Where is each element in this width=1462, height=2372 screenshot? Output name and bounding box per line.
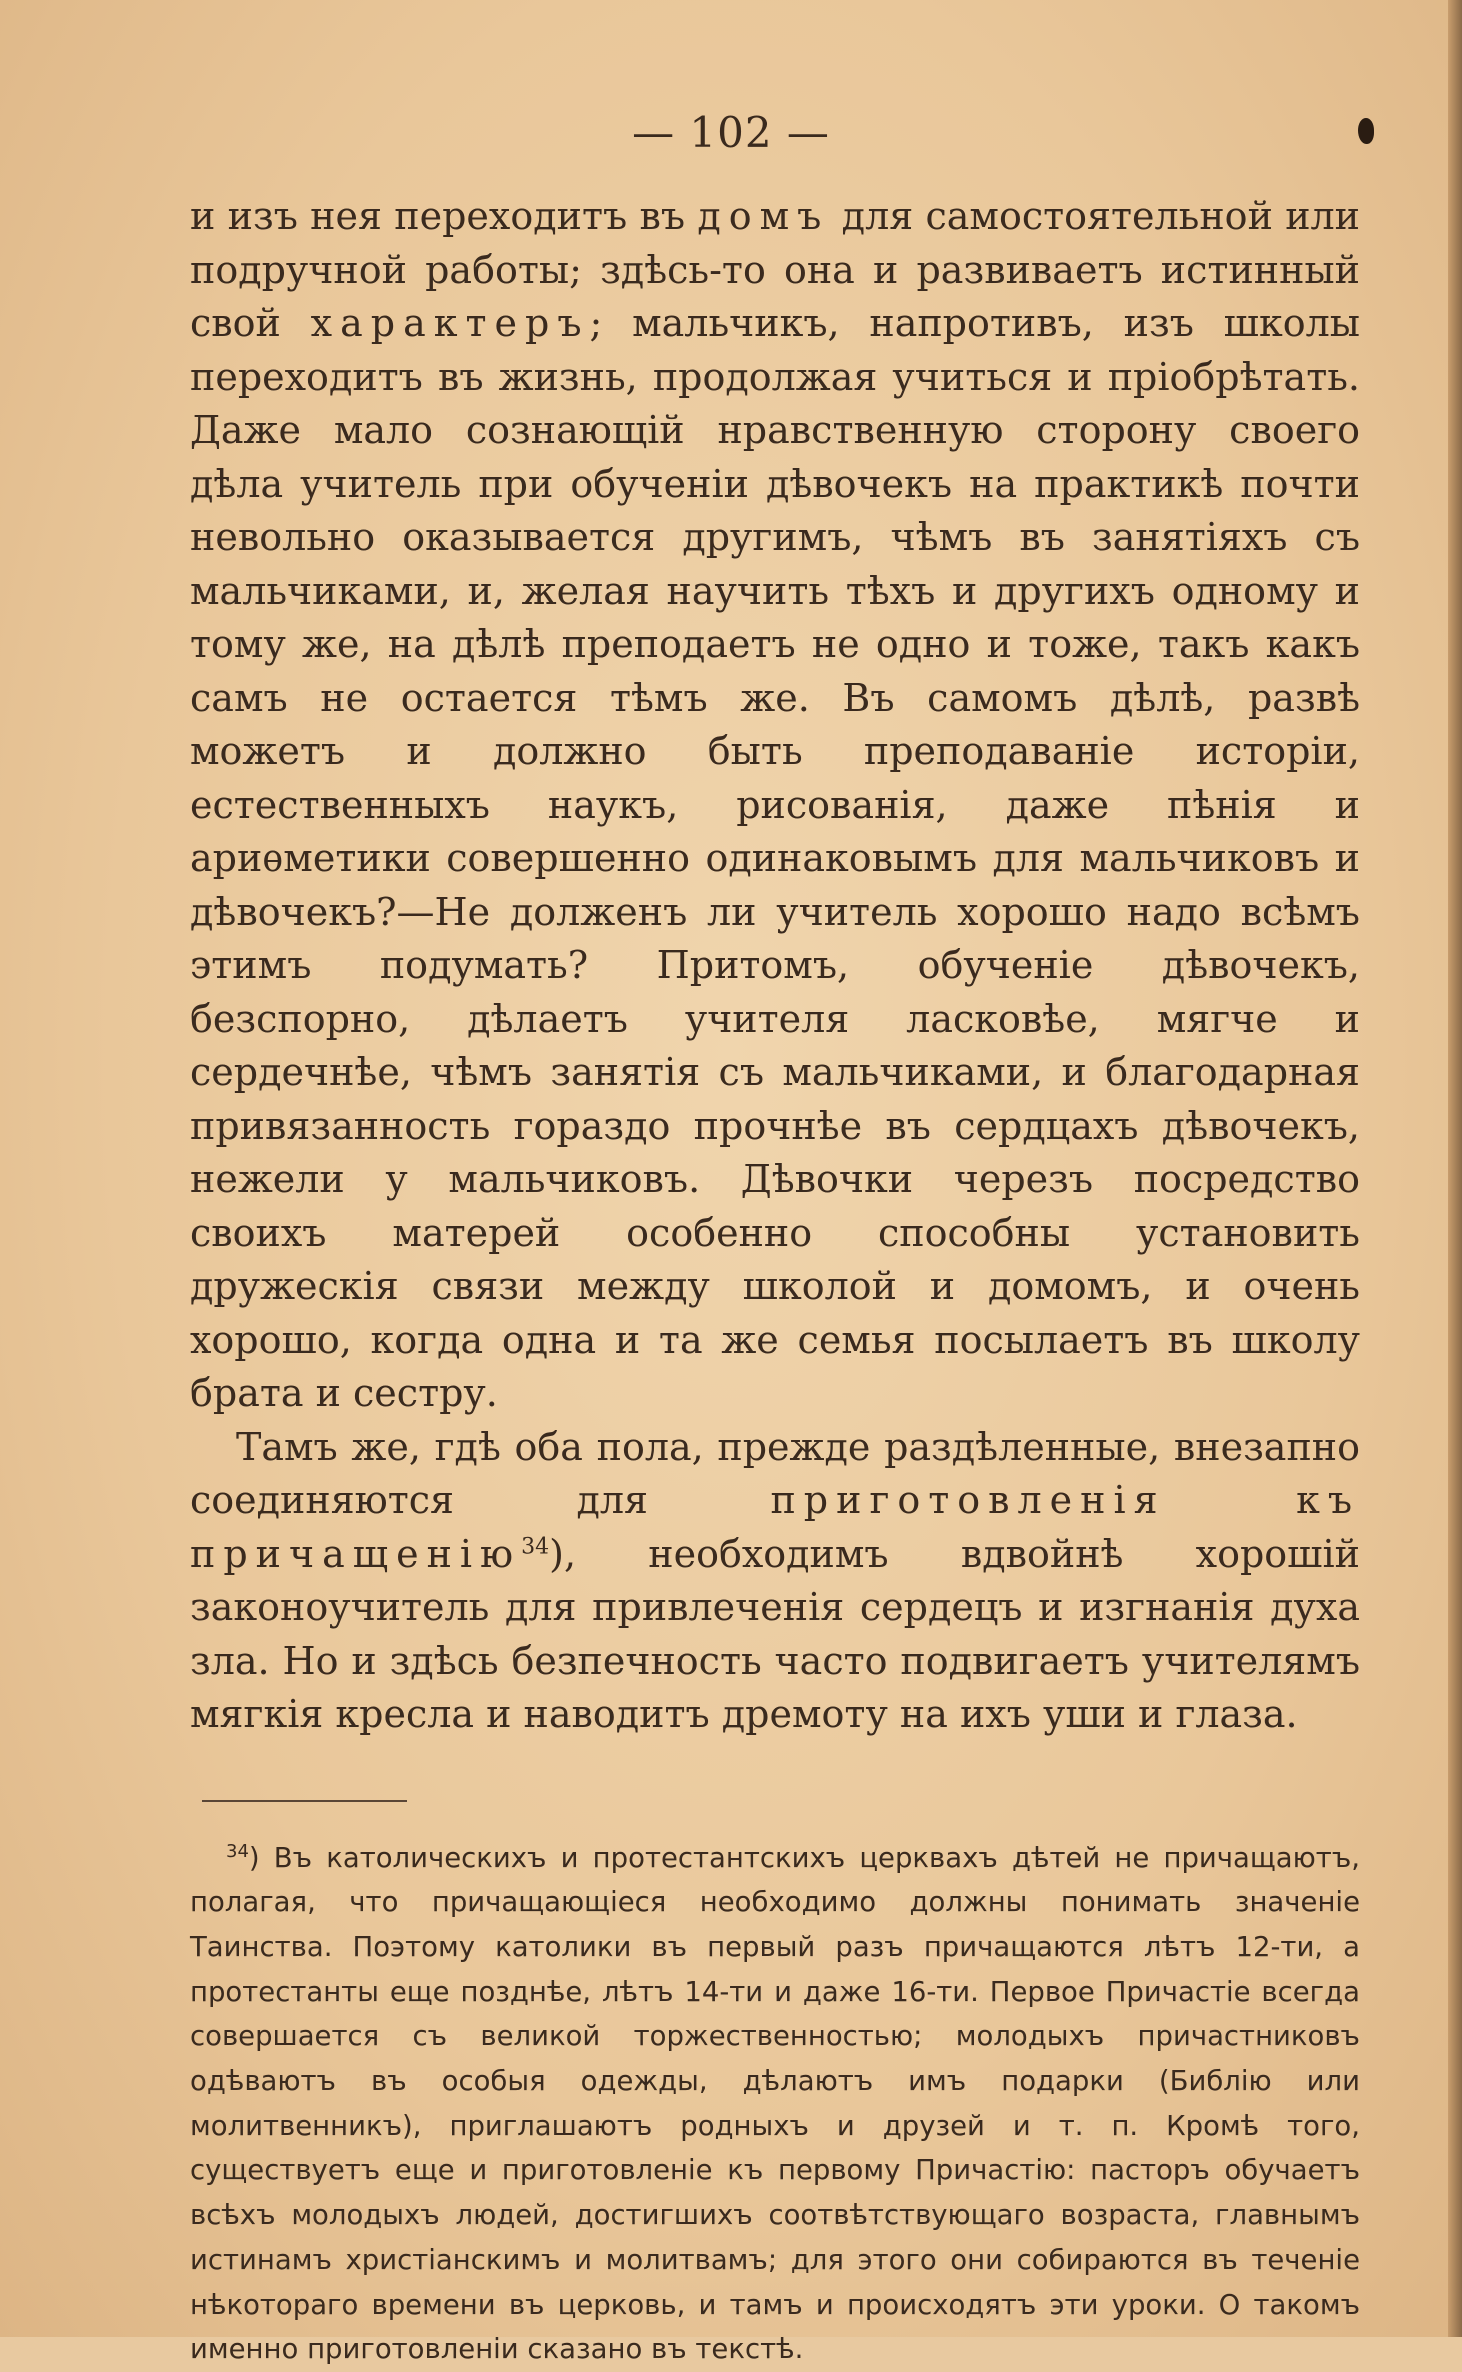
footnote-text <box>190 1836 1360 2372</box>
spaced-phrase: приготовленія къ причащенію <box>190 1478 1360 1576</box>
ink-blot <box>1358 118 1374 144</box>
text-run: Тамъ же, гдѣ оба пола, прежде раздѣленные, внезапно соединяются для <box>190 1424 1360 1522</box>
spaced-word: домъ <box>697 194 830 238</box>
page-number: — 102 — <box>632 108 830 157</box>
text-run: для самостоятельной или подручной работы; здѣсь-то она и развиваетъ истинный свой <box>190 194 1360 345</box>
paragraph-2 <box>190 1421 1360 1742</box>
footnote-mark: 34 <box>226 1840 249 1862</box>
text-run: и изъ нея переходитъ въ <box>190 194 698 238</box>
text-run: ), необходимъ вдвойнѣ хорошій законоучитель для привлеченія сердецъ и изгнанія духа зла. Но и здѣсь безпечность часто подвигаетъ учителямъ мягкія кресла и наводитъ дремоту на ихъ уши и глаза. <box>190 1531 1360 1736</box>
main-text <box>190 190 1360 1742</box>
paragraph-1 <box>190 190 1360 1421</box>
text-run: ; мальчикъ, напротивъ, изъ школы переходитъ въ жизнь, продолжая учиться и пріобрѣтать. Даже мало сознающій нравственную сторону своего дѣла учитель при обученіи дѣвочекъ на практикѣ почти невольно оказывается другимъ, чѣмъ въ занятіяхъ съ мальчиками, и, желая научить тѣхъ и другихъ одному и тому же, на дѣлѣ преподаетъ не одно и тоже, такъ какъ самъ не остается тѣмъ же. Въ самомъ дѣлѣ, развѣ можетъ и должно быть преподаваніе исторіи, естественныхъ наукъ, рисованія, даже пѣнія и ариѳметики совершенно одинаковымъ для мальчиковъ и дѣвочекъ?—Не долженъ ли учитель хорошо надо всѣмъ этимъ подумать? Притомъ, обученіе дѣвочекъ, безспорно, дѣлаетъ учителя ласковѣе, мягче и сердечнѣе, чѣмъ занятія съ мальчиками, и благодарная привязанность гораздо прочнѣе въ сердцахъ дѣвочекъ, нежели у мальчиковъ. Дѣвочки черезъ посредство своихъ матерей особенно способны установить дружескія связи между школой и домомъ, и очень хорошо, когда одна и та же семья посылаетъ въ школу брата и сестру. <box>190 301 1361 1415</box>
spaced-word: характеръ <box>310 301 590 345</box>
footnote-separator <box>202 1800 407 1802</box>
footnote-body: ) Въ католическихъ и протестантскихъ церквахъ дѣтей не причащаютъ, полагая, что причащающіеся необходимо должны понимать значеніе Таинства. Поэтому католики въ первый разъ причащаются лѣтъ 12-ти, а протестанты еще позднѣе, лѣтъ 14-ти и даже 16-ти. Первое Причастіе всегда совершается съ великой торжественностью; молодыхъ причастниковъ одѣваютъ въ особыя одежды, дѣлаютъ имъ подарки (Библію или молитвенникъ), приглашаютъ родныхъ и друзей и т. п. Кромѣ того, существуетъ еще и приготовленіе къ первому Причастію: пасторъ обучаетъ всѣхъ молодыхъ людей, достигшихъ соотвѣтствующаго возраста, главнымъ истинамъ христіанскимъ и молитвамъ; для этого они собираются въ теченіе нѣкотораго времени въ церковь, и тамъ и происходятъ эти уроки. О такомъ именно приготовленіи сказано въ текстѣ. <box>190 1841 1360 2366</box>
footnote-reference: 34 <box>521 1533 550 1559</box>
page-body <box>190 190 1360 2372</box>
footnote <box>190 1836 1360 2372</box>
book-spine-edge <box>1448 0 1462 2337</box>
